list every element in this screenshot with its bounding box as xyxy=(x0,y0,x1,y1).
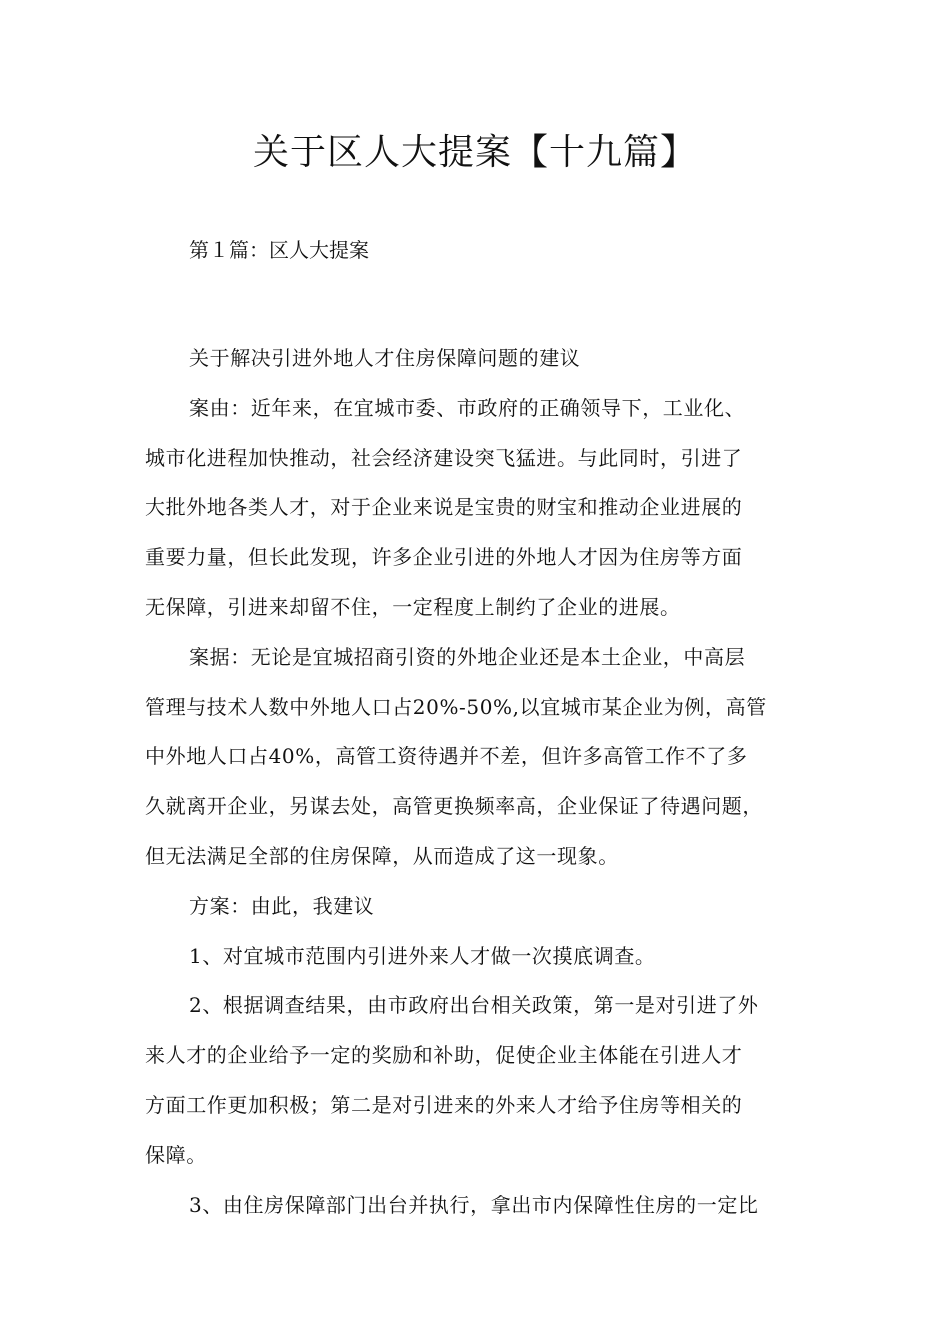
text-line: 2、根据调查结果，由市政府出台相关政策，第一是对引进了外 xyxy=(189,993,759,1018)
paragraph-plan-item-1 xyxy=(145,932,835,982)
text-line: 大批外地各类人才，对于企业来说是宝贵的财宝和推动企业进展的 xyxy=(145,495,743,520)
document-title: 关于区人大提案【十九篇】 xyxy=(252,132,697,173)
text-line: 案据：无论是宜城招商引资的外地企业还是本土企业，中高层 xyxy=(189,644,746,669)
text-line: 无保障，引进来却留不住，一定程度上制约了企业的进展。 xyxy=(145,594,681,619)
paragraph-plan-item-3 xyxy=(145,1181,835,1231)
text-line: 来人才的企业给予一定的奖励和补助，促使企业主体能在引进人才 xyxy=(145,1043,743,1068)
text-line: 久就离开企业，另谋去处，高管更换频率高，企业保证了待遇问题， xyxy=(145,794,763,819)
text-line: 方案：由此，我建议 xyxy=(189,893,375,918)
text-line: 管理与技术人数中外地人口占20%-50%,以宜城市某企业为例，高管 xyxy=(145,694,767,719)
text-line: 保障。 xyxy=(145,1142,207,1167)
section-heading: 第１篇：区人大提案 xyxy=(189,238,369,262)
text-line: 重要力量，但长此发现，许多企业引进的外地人才因为住房等方面 xyxy=(145,545,743,570)
text-line: 城市化进程加快推动，社会经济建设突飞猛进。与此同时，引进了 xyxy=(145,445,743,470)
paragraph-case-basis xyxy=(145,633,835,882)
text-line: 关于解决引进外地人才住房保障问题的建议 xyxy=(189,346,581,370)
text-line: 3、由住房保障部门出台并执行，拿出市内保障性住房的一定比 xyxy=(189,1192,759,1217)
document-body xyxy=(145,334,835,1230)
text-line: 但无法满足全部的住房保障，从而造成了这一现象。 xyxy=(145,843,619,868)
paragraph-case-cause xyxy=(145,384,835,633)
paragraph-plan-intro xyxy=(145,882,835,932)
text-line: 案由：近年来，在宜城市委、市政府的正确领导下，工业化、 xyxy=(189,395,746,420)
text-line: 1、对宜城市范围内引进外来人才做一次摸底调查。 xyxy=(189,943,656,968)
paragraph-plan-item-2 xyxy=(145,981,835,1180)
paragraph-proposal-title xyxy=(145,334,835,384)
text-line: 方面工作更加积极；第二是对引进来的外来人才给予住房等相关的 xyxy=(145,1092,743,1117)
text-line: 中外地人口占40%，高管工资待遇并不差，但许多高管工作不了多 xyxy=(145,744,748,769)
